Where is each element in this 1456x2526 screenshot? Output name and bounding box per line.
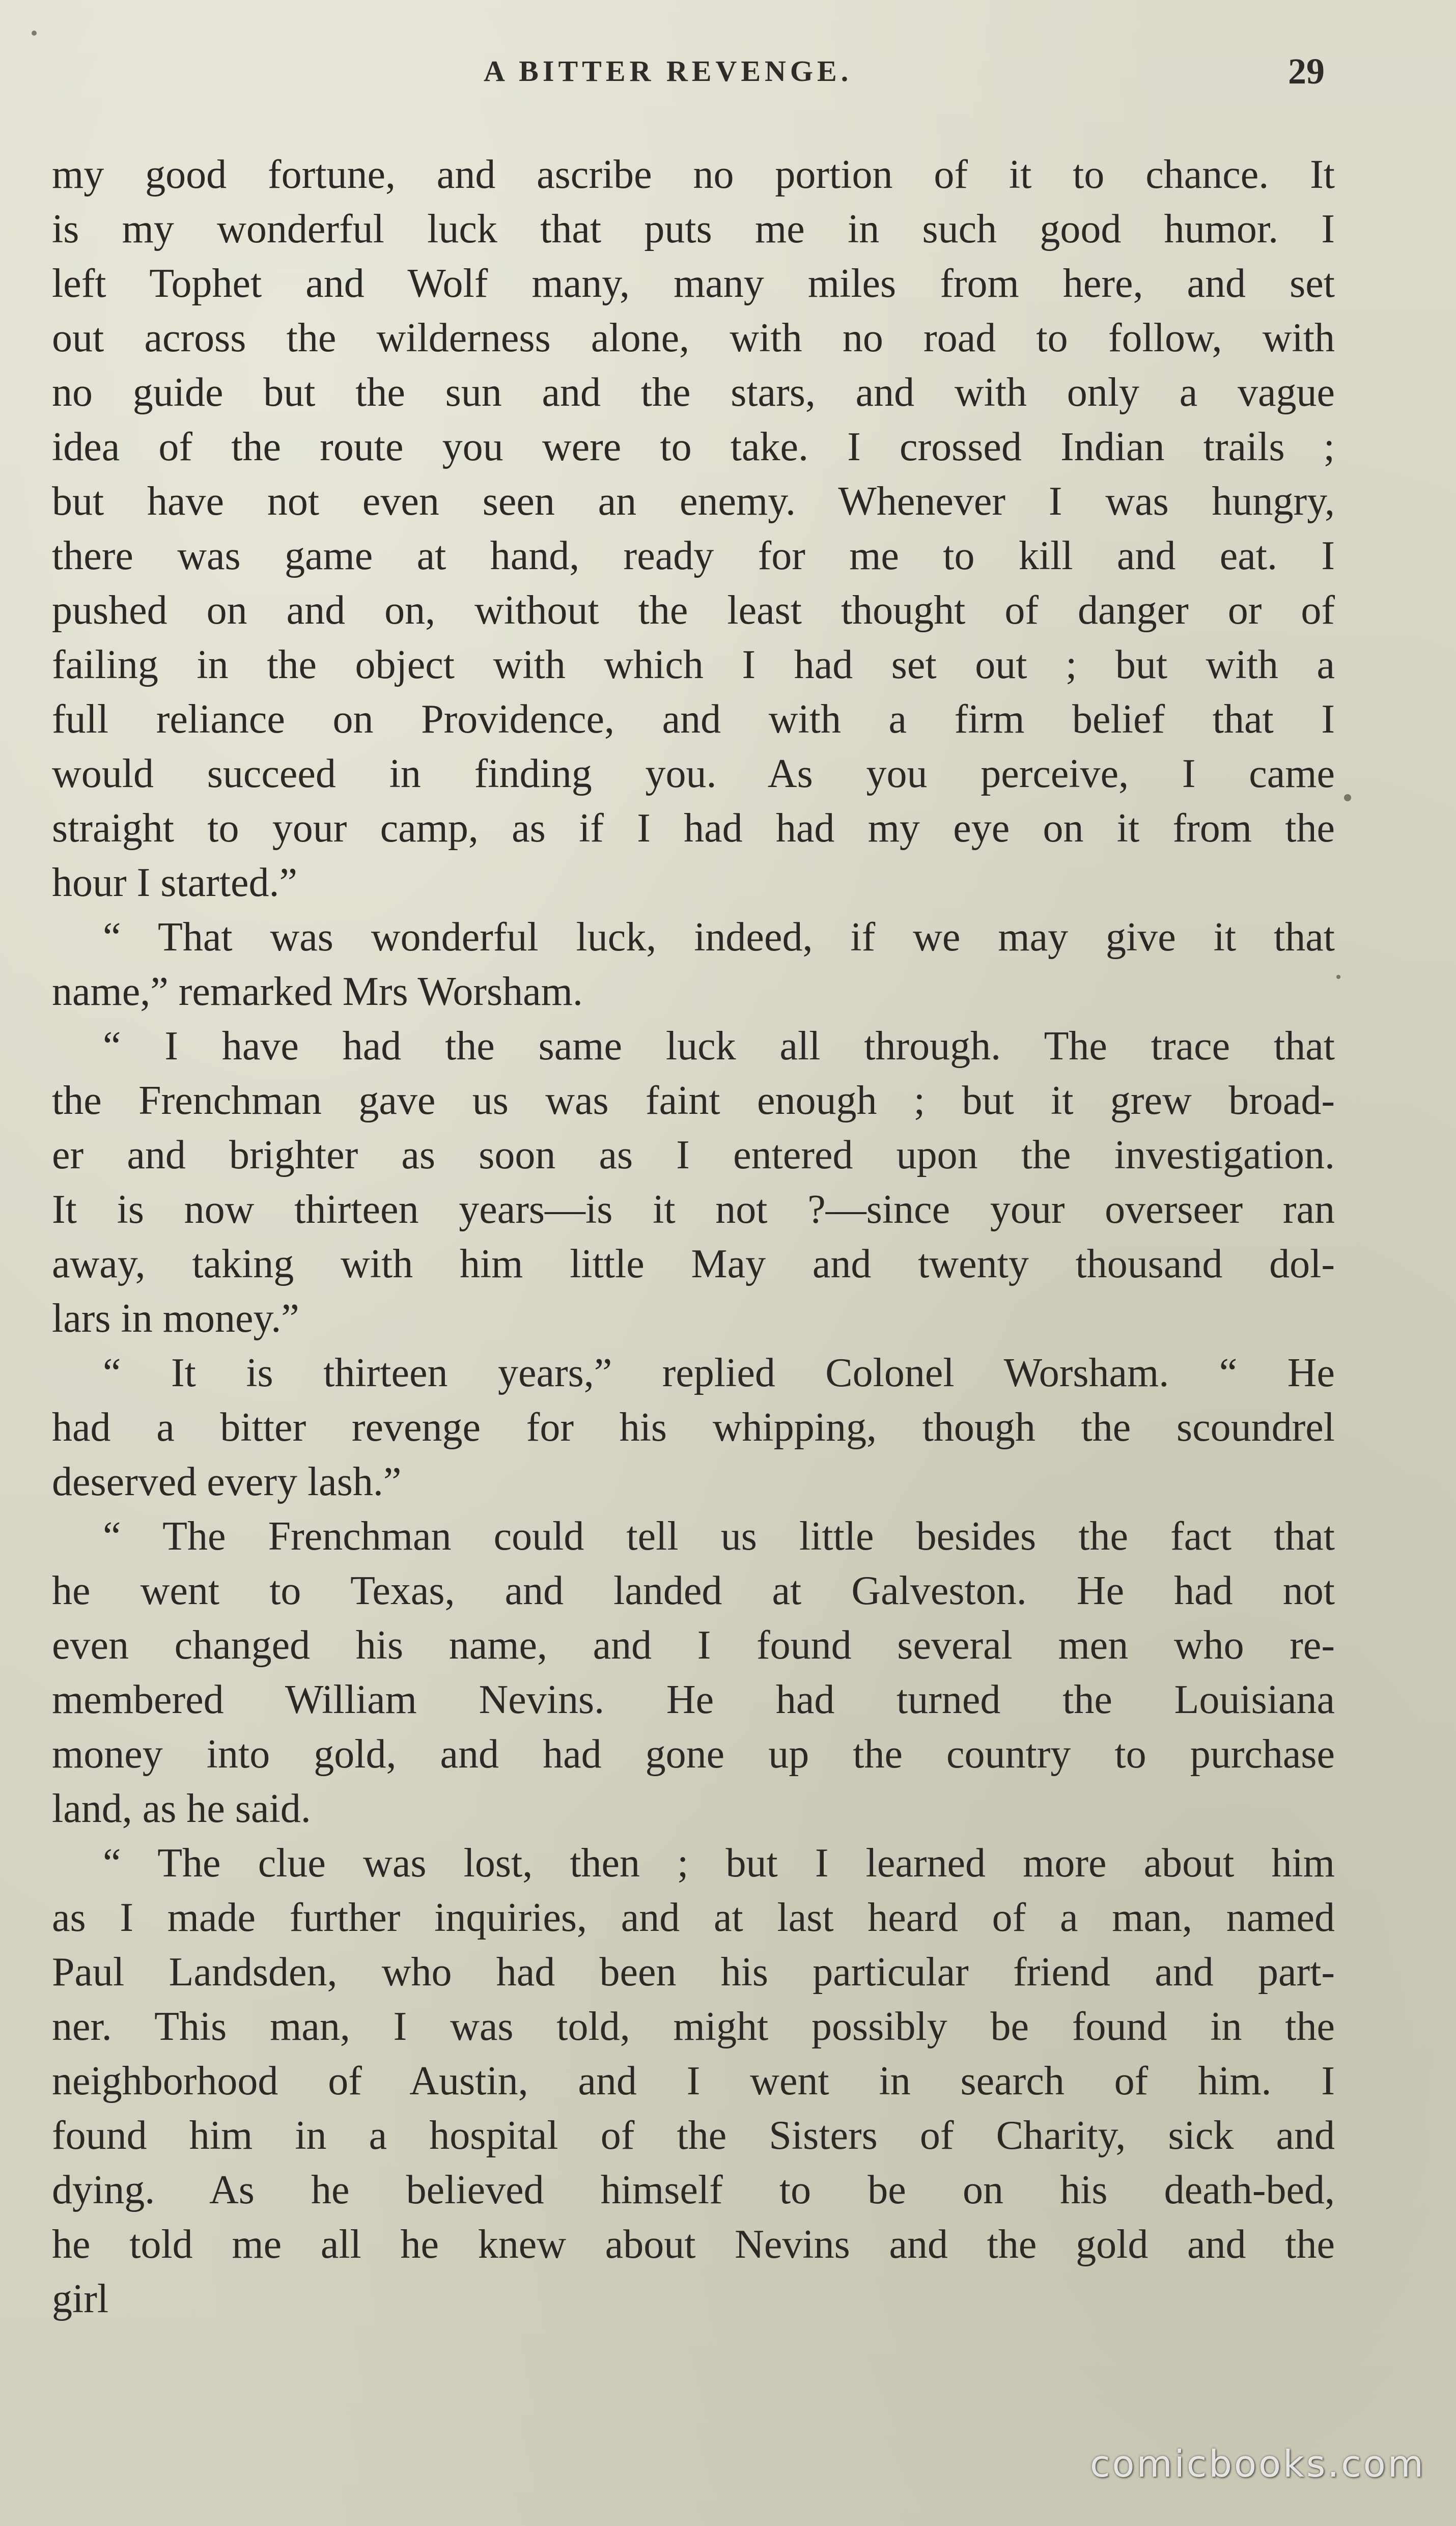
text-line: even changed his name, and I found several men who re- [52, 1623, 1335, 1668]
text-line: dying. As he believed himself to be on his death-bed, [52, 2168, 1335, 2212]
paper-speck [1344, 794, 1351, 801]
text-line: money into gold, and had gone up the country to purchase [52, 1732, 1335, 1777]
body-text [52, 148, 1335, 2326]
text-line: Paul Landsden, who had been his particular friend and part- [52, 1950, 1335, 1995]
text-line: deserved every lash.” [52, 1460, 402, 1504]
text-line: full reliance on Providence, and with a firm belief that I [52, 697, 1335, 742]
running-title: A BITTER REVENGE. [484, 54, 853, 88]
text-line: is my wonderful luck that puts me in such good humor. I [52, 207, 1335, 251]
text-line: as I made further inquiries, and at last heard of a man, named [52, 1895, 1335, 1940]
text-line: ner. This man, I was told, might possibly be found in the [52, 2004, 1335, 2049]
text-line: “ That was wonderful luck, indeed, if we may give it that [103, 915, 1335, 960]
text-line: there was game at hand, ready for me to kill and eat. I [52, 534, 1335, 578]
text-line: but have not even seen an enemy. Whenever I was hungry, [52, 479, 1335, 524]
text-line: idea of the route you were to take. I crossed Indian trails ; [52, 425, 1335, 469]
text-line: my good fortune, and ascribe no portion of it to chance. It [52, 152, 1335, 197]
text-line: “ The Frenchman could tell us little besides the fact that [103, 1514, 1335, 1559]
text-line: “ The clue was lost, then ; but I learned more about him [103, 1841, 1335, 1886]
text-line: hour I started.” [52, 860, 298, 905]
text-line: failing in the object with which I had set out ; but with a [52, 642, 1335, 687]
text-line: lars in money.” [52, 1296, 299, 1341]
text-line: straight to your camp, as if I had had my eye on it from the [52, 806, 1335, 851]
text-line: membered William Nevins. He had turned the Louisiana [52, 1677, 1335, 1722]
text-line: left Tophet and Wolf many, many miles from here, and set [52, 261, 1335, 306]
paper-speck [1336, 975, 1340, 979]
text-line: the Frenchman gave us was faint enough ; but it grew broad- [52, 1078, 1335, 1123]
text-line: name,” remarked Mrs Worsham. [52, 969, 583, 1014]
text-line: out across the wilderness alone, with no road to follow, with [52, 316, 1335, 360]
text-line: pushed on and on, without the least thought of danger or of [52, 588, 1335, 633]
paper-speck [32, 31, 37, 36]
text-line: found him in a hospital of the Sisters of Charity, sick and [52, 2113, 1335, 2158]
text-line: neighborhood of Austin, and I went in search of him. I [52, 2059, 1335, 2103]
text-line: he told me all he knew about Nevins and the gold and the [52, 2222, 1335, 2267]
watermark: comicbooks.com [1089, 2443, 1425, 2485]
page-number: 29 [1288, 51, 1325, 92]
text-line: er and brighter as soon as I entered upon the investigation. [52, 1133, 1335, 1177]
text-line: had a bitter revenge for his whipping, though the scoundrel [52, 1405, 1335, 1450]
text-line: would succeed in finding you. As you perceive, I came [52, 751, 1335, 796]
text-line: away, taking with him little May and twenty thousand dol- [52, 1242, 1335, 1286]
text-line: girl [52, 2277, 109, 2321]
text-line: “ It is thirteen years,” replied Colonel Worsham. “ He [103, 1351, 1335, 1395]
text-line: It is now thirteen years—is it not ?—since your overseer ran [52, 1187, 1335, 1232]
running-head [0, 48, 1456, 94]
text-line: “ I have had the same luck all through. The trace that [103, 1024, 1335, 1069]
text-line: he went to Texas, and landed at Galveston. He had not [52, 1568, 1335, 1613]
text-line: no guide but the sun and the stars, and with only a vague [52, 370, 1335, 415]
text-line: land, as he said. [52, 1786, 311, 1831]
